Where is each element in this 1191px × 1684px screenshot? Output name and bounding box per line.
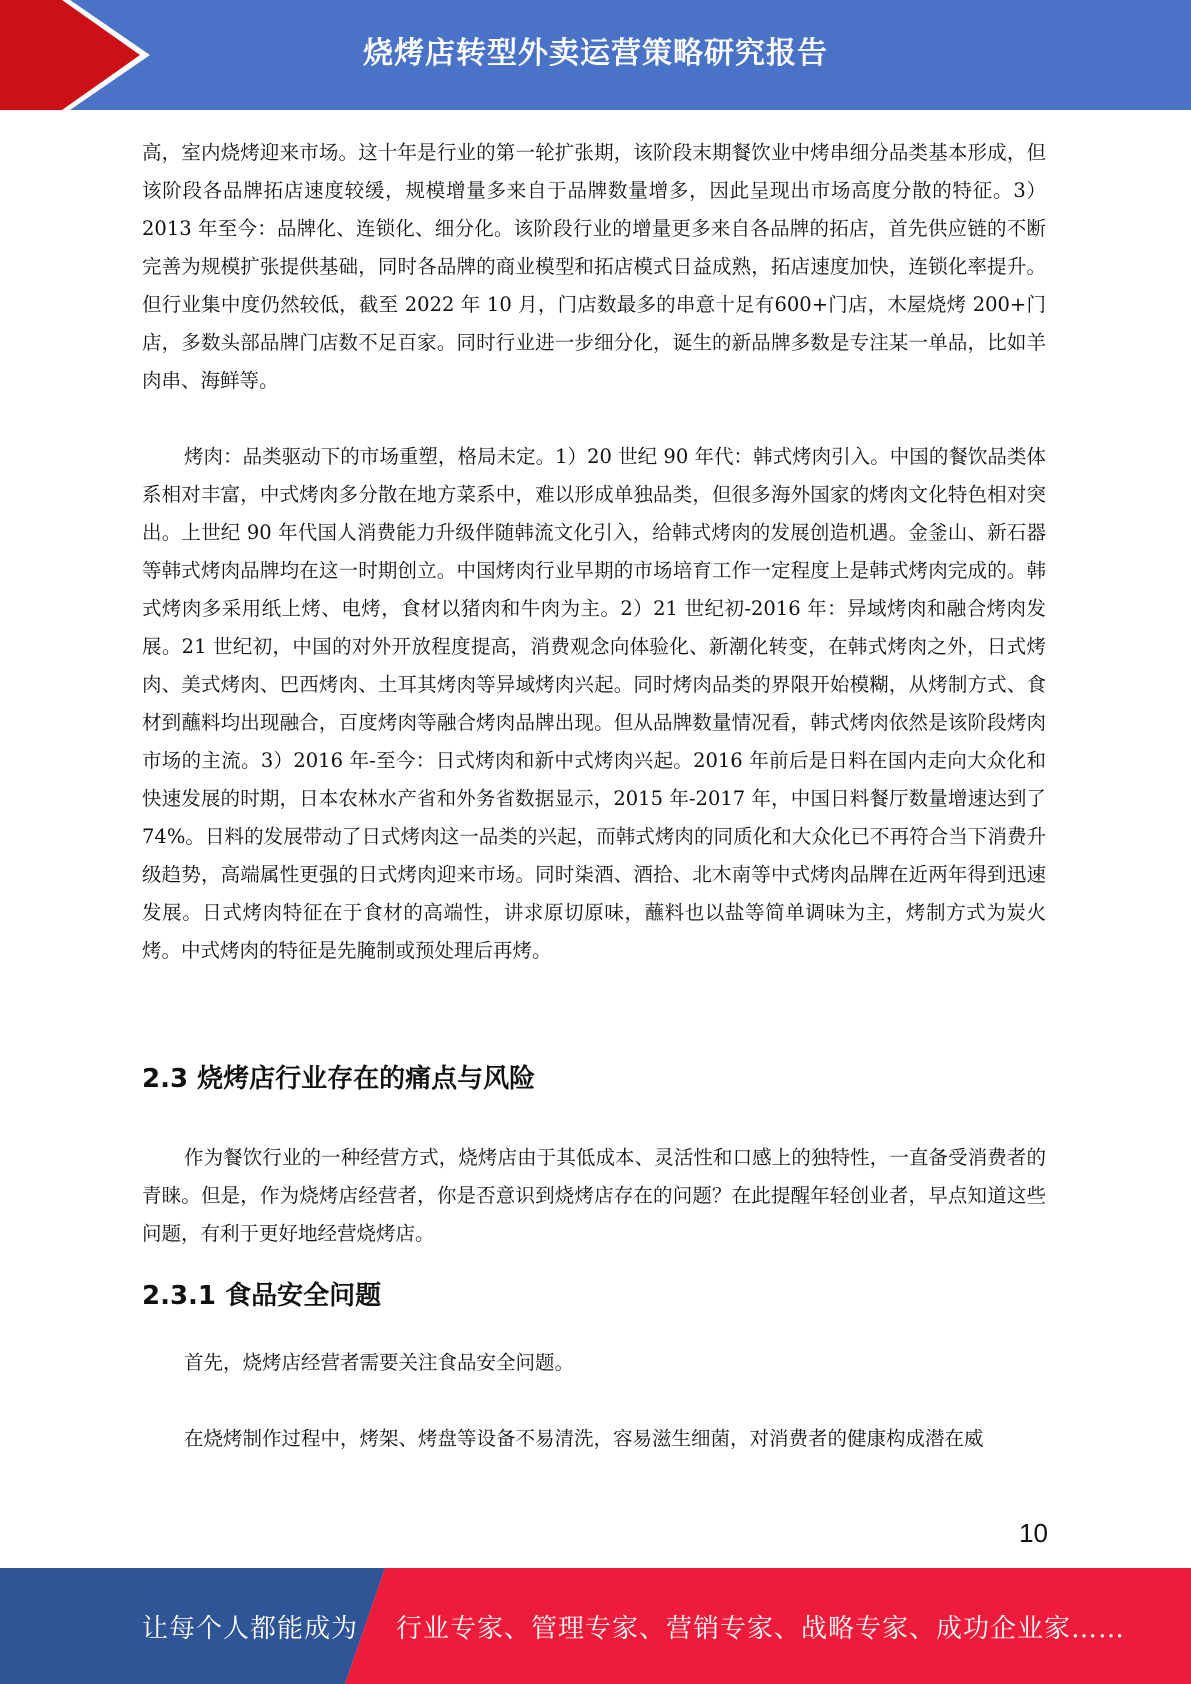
- paragraph-bbq-skewer-history: 高，室内烧烤迎来市场。这十年是行业的第一轮扩张期，该阶段末期餐饮业中烤串细分品类基本形成，但该阶段各品牌拓店速度较缓，规模增量多来自于品牌数量增多，因此呈现出市场高度分散的特征。3）2013 年至今：品牌化、连锁化、细分化。该阶段行业的增量更多来自各品牌的拓店，首先供应链的不断完善为规模扩张提供基础，同时各品牌的商业模型和拓店模式日益成熟，拓店速度加快，连锁化率提升。但行业集中度仍然较低，截至 2022 年 10 月，门店数最多的串意十足有600+门店，木屋烧烤 200+门店，多数头部品牌门店数不足百家。同时行业进一步细分化，诞生的新品牌多数是专注某一单品，比如羊肉串、海鲜等。: [142, 141, 1046, 392]
- section-heading-2-3: 2.3 烧烤店行业存在的痛点与风险: [142, 1064, 536, 1094]
- paragraph-pain-points-intro: 作为餐饮行业的一种经营方式，烧烤店由于其低成本、灵活性和口感上的独特性，一直备受消费者的青睐。但是，作为烧烤店经营者，你是否意识到烧烤店存在的问题？在此提醒年轻创业者，早点知道这些问题，有利于更好地经营烧烤店。: [142, 1146, 1046, 1245]
- subsection-heading-2-3-1: 2.3.1 食品安全问题: [142, 1281, 382, 1311]
- footer-slogan-right: 行业专家、管理专家、营销专家、战略专家、成功企业家……: [396, 1614, 1126, 1644]
- footer-slogan-left: 让每个人都能成为: [142, 1614, 359, 1644]
- report-title: 烧烤店转型外卖运营策略研究报告: [363, 36, 828, 71]
- page-number: 10: [1019, 1518, 1048, 1548]
- page-footer: [0, 1568, 1191, 1684]
- paragraph-grilled-meat-history: 烤肉：品类驱动下的市场重塑，格局未定。1）20 世纪 90 年代：韩式烤肉引入。中国的餐饮品类体系相对丰富，中式烤肉多分散在地方菜系中，难以形成单独品类，但很多海外国家的烤肉文化特色相对突出。上世纪 90 年代国人消费能力升级伴随韩流文化引入，给韩式烤肉的发展创造机遇。金釜山、新石器等韩式烤肉品牌均在这一时期创立。中国烤肉行业早期的市场培育工作一定程度上是韩式烤肉完成的。韩式烤肉多采用纸上烤、电烤，食材以猪肉和牛肉为主。2）21 世纪初-2016 年：异域烤肉和融合烤肉发展。21 世纪初，中国的对外开放程度提高，消费观念向体验化、新潮化转变，在韩式烤肉之外，日式烤肉、美式烤肉、巴西烤肉、土耳其烤肉等异域烤肉兴起。同时烤肉品类的界限开始模糊，从烤制方式、食材到蘸料均出现融合，百度烤肉等融合烤肉品牌出现。但从品牌数量情况看，韩式烤肉依然是该阶段烤肉市场的主流。3）2016 年-至今：日式烤肉和新中式烤肉兴起。2016 年前后是日料在国内走向大众化和快速发展的时期，日本农林水产省和外务省数据显示，2015 年-2017 年，中国日料餐厅数量增速达到了 74%。日料的发展带动了日式烤肉这一品类的兴起，而韩式烤肉的同质化和大众化已不再符合当下消费升级趋势，高端属性更强的日式烤肉迎来市场。同时柒酒、酒拾、北木南等中式烤肉品牌在近两年得到迅速发展。日式烤肉特征在于食材的高端性，讲求原切原味，蘸料也以盐等简单调味为主，烤制方式为炭火烤。中式烤肉的特征是先腌制或预处理后再烤。: [142, 445, 1046, 962]
- paragraph-food-safety-intro: 首先，烧烤店经营者需要关注食品安全问题。: [184, 1351, 575, 1374]
- page-content: [142, 134, 1046, 1458]
- page-header: [0, 0, 1191, 110]
- paragraph-food-safety-detail: 在烧烤制作过程中，烤架、烤盘等设备不易清洗，容易滋生细菌，对消费者的健康构成潜在威: [184, 1427, 984, 1450]
